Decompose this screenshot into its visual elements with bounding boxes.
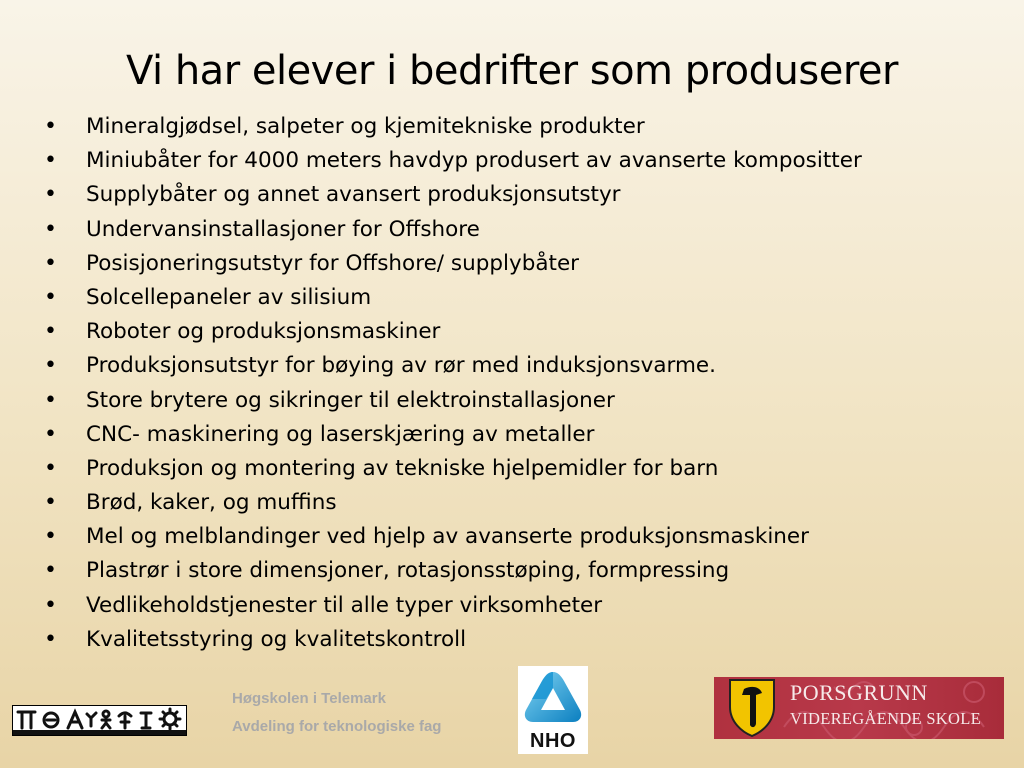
bullet-text: Mel og melblandinger ved hjelp av avanserte produksjonsmaskiner <box>86 524 809 550</box>
bullet-text: Solcellepaneler av silisium <box>86 284 372 310</box>
porsgrunn-line1: PORSGRUNN <box>790 680 928 705</box>
bullet-dot-icon: • <box>44 114 57 139</box>
bullet-text: Produksjon og montering av tekniske hjelpemidler for barn <box>86 455 719 481</box>
nho-logo <box>518 666 588 754</box>
bullet-dot-icon: • <box>44 387 57 413</box>
bullet-text: Supplybåter og annet avansert produksjonsutstyr <box>86 182 621 208</box>
rock-carving-logo-icon <box>12 705 187 736</box>
slide-title: Vi har elever i bedrifter som produserer <box>126 48 898 94</box>
porsgrunn-line2: VIDEREGÅENDE SKOLE <box>790 709 982 728</box>
bullet-dot-icon: • <box>44 558 57 584</box>
bullet-dot-icon: • <box>44 319 57 345</box>
bullet-dot-icon: • <box>44 524 57 550</box>
bullet-dot-icon: • <box>44 626 57 652</box>
bullet-text: Store brytere og sikringer til elektroinstallasjoner <box>86 387 615 413</box>
bullet-text: Produksjonsutstyr for bøying av rør med induksjonsvarme. <box>86 353 716 379</box>
porsgrunn-shield-logo-icon <box>722 677 782 739</box>
bullet-dot-icon: • <box>44 148 57 174</box>
nho-triangle-logo-icon <box>518 666 588 730</box>
nho-label: NHO <box>530 730 576 752</box>
bullet-text: Brød, kaker, og muffins <box>86 490 337 516</box>
bullet-dot-icon: • <box>44 455 57 481</box>
bullet-text: Undervansinstallasjoner for Offshore <box>86 216 480 242</box>
bullet-dot-icon: • <box>44 216 57 242</box>
bullet-dot-icon: • <box>44 421 57 447</box>
bullet-text: Vedlikeholdstjenester til alle typer virksomheter <box>86 592 603 618</box>
department-name: Avdeling for teknologiske fag <box>232 718 442 735</box>
institution-name: Høgskolen i Telemark <box>232 690 386 707</box>
bullet-text: Kvalitetsstyring og kvalitetskontroll <box>86 626 467 652</box>
bullet-dot-icon: • <box>44 182 57 208</box>
bullet-text: Roboter og produksjonsmaskiner <box>86 319 441 345</box>
bullet-dot-icon: • <box>44 490 57 516</box>
bullet-dot-icon: • <box>44 284 57 310</box>
bullet-text: Miniubåter for 4000 meters havdyp produsert av avanserte kompositter <box>86 148 862 174</box>
porsgrunn-logo <box>714 677 1004 739</box>
bullet-dot-icon: • <box>44 353 57 379</box>
bullet-text: Posisjoneringsutstyr for Offshore/ supplybåter <box>86 250 580 276</box>
bullet-dot-icon: • <box>44 592 57 618</box>
bullet-dot-icon: • <box>44 250 57 276</box>
bullet-text: Plastrør i store dimensjoner, rotasjonsstøping, formpressing <box>86 558 730 584</box>
bullet-text: Mineralgjødsel, salpeter og kjemitekniske produkter <box>86 114 645 139</box>
bullet-text: CNC- maskinering og laserskjæring av metaller <box>86 421 595 447</box>
